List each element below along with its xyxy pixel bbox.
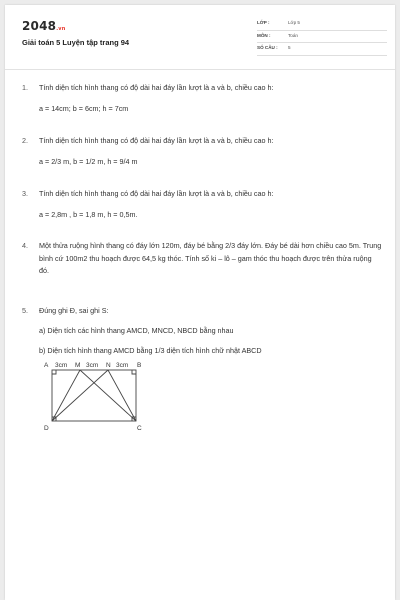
label-B: B — [137, 362, 142, 369]
question-number: 5. — [22, 306, 28, 315]
statement-a: a) Diện tích các hình thang AMCD, MNCD, NBCD bằng nhau — [39, 326, 234, 335]
question-number: 1. — [22, 83, 28, 92]
question-text: Tính diện tích hình thang có độ dài hai đáy lần lượt là a và b, chiều cao h: — [39, 189, 274, 198]
question-number: 3. — [22, 189, 28, 198]
right-angle-B — [132, 370, 136, 374]
logo-text: 2048 — [22, 19, 57, 33]
label-D: D — [44, 425, 49, 432]
question-values: a = 14cm; b = 6cm; h = 7cm — [39, 104, 129, 113]
logo-tld: .vn — [56, 26, 66, 32]
label-A: A — [44, 362, 49, 369]
document-page — [5, 5, 395, 600]
question-number: 4. — [22, 241, 28, 250]
meta-label: MÔN : — [257, 32, 271, 38]
document-title: Giải toán 5 Luyện tập trang 94 — [22, 38, 130, 47]
site-logo[interactable] — [22, 19, 66, 33]
meta-label: LỚP : — [257, 20, 270, 25]
segment-NC — [108, 370, 136, 421]
segment-DN — [52, 370, 108, 421]
question-text: Tính diện tích hình thang có độ dài hai đáy lần lượt là a và b, chiều cao h: — [39, 136, 274, 145]
question-text: Đúng ghi Đ, sai ghi S: — [39, 306, 109, 315]
label-M: M — [75, 362, 81, 369]
meta-label: SỐ CÂU : — [257, 45, 278, 50]
rectangle-figure — [42, 360, 152, 440]
segment-MC — [80, 370, 136, 421]
meta-value: 5 — [288, 45, 291, 50]
meta-value: Toán — [288, 32, 298, 38]
label-C: C — [137, 425, 142, 432]
segment-DM — [52, 370, 80, 421]
question-values: a = 2/3 m, b = 1/2 m, h = 9/4 m — [39, 157, 138, 166]
segment-label: 3cm — [116, 362, 129, 369]
question-values: a = 2,8m , b = 1,8 m, h = 0,5m. — [39, 210, 138, 219]
statement-b: b) Diện tích hình thang AMCD bằng 1/3 diện tích hình chữ nhật ABCD — [39, 346, 262, 355]
meta-value: Lớp 5 — [288, 20, 300, 25]
segment-label: 3cm — [55, 362, 68, 369]
meta-row-class — [257, 18, 387, 31]
question-text: Tính diện tích hình thang có độ dài hai đáy lần lượt là a và b, chiều cao h: — [39, 83, 274, 92]
meta-row-question-count — [257, 43, 387, 56]
meta-table — [257, 18, 387, 56]
question-number: 2. — [22, 136, 28, 145]
header-divider — [5, 69, 395, 70]
right-angle-A — [52, 370, 56, 374]
segment-label: 3cm — [86, 362, 99, 369]
label-N: N — [106, 362, 111, 369]
question-text: Một thửa ruộng hình thang có đáy lớn 120m, đáy bé bằng 2/3 đáy lớn. Đáy bé dài hơn chiều cao 5m. Trung bình cứ 100m2 thu hoạch được 64,5 kg thóc. Tính số ki – lô – gam thóc thu hoạch được trên thửa ruộng đó. — [39, 241, 382, 275]
meta-row-subject — [257, 31, 387, 44]
rectangle-ABCD — [52, 370, 136, 421]
